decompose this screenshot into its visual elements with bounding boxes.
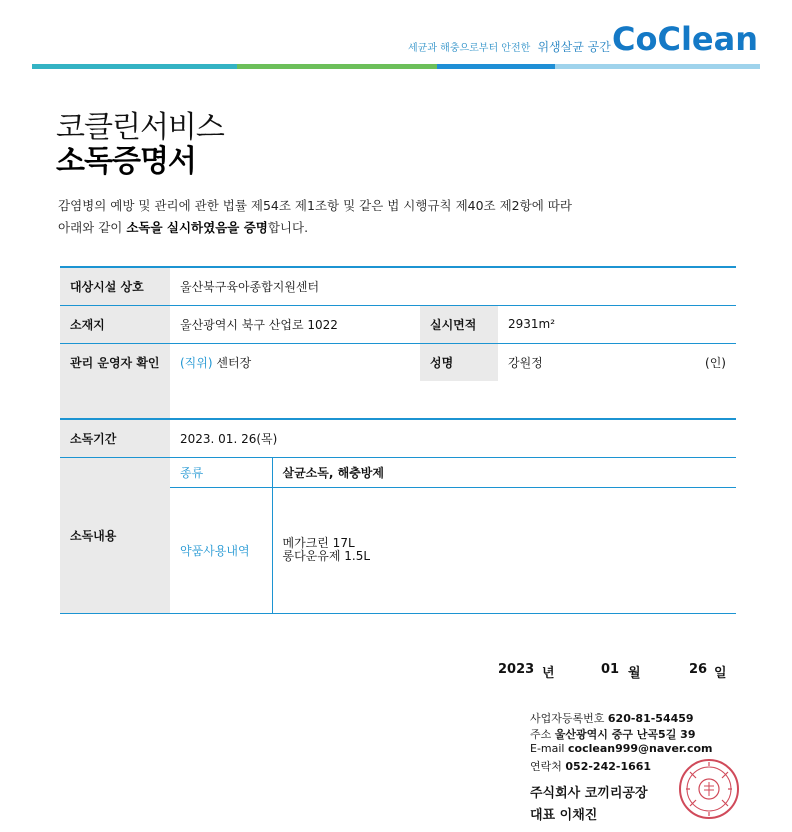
phone-label: 연락처	[530, 760, 562, 773]
phone-value: 052-242-1661	[565, 760, 652, 773]
phone-line	[530, 758, 651, 774]
address-label: 소재지	[60, 305, 170, 343]
company-seal-stamp	[678, 758, 740, 820]
facility-name-value: 울산북구육아종합지원센터	[180, 279, 320, 294]
company-address-line	[530, 726, 695, 742]
document-title-line1: 코클린서비스	[56, 110, 224, 145]
facility-name-label: 대상시설 상호	[60, 267, 170, 305]
tagline-text: 세균과 해충으로부터 안전한	[408, 43, 531, 54]
manager-position-label: (직위)	[180, 355, 213, 370]
email-label: E-mail	[530, 742, 565, 755]
intro-line2-c: 합니다.	[267, 220, 309, 235]
manager-label: 관리 운영자 확인	[60, 343, 170, 381]
period-label: 소독기간	[60, 419, 170, 457]
area-value: 2931m²	[508, 317, 556, 331]
facility-table	[60, 266, 736, 421]
chemical-label: 약품사용내역	[170, 487, 272, 613]
issue-year-unit: 년	[542, 666, 555, 681]
color-bar-light	[555, 64, 760, 69]
document-title-line2: 소독증명서	[56, 144, 196, 179]
reg-number-label: 사업자등록번호	[530, 712, 605, 725]
reg-number-line	[530, 710, 694, 726]
intro-line2-b: 소독을 실시하였음을 증명	[126, 220, 268, 235]
issue-day-unit: 일	[714, 666, 727, 681]
issue-month-unit: 월	[628, 666, 641, 681]
issue-day: 26	[689, 662, 708, 677]
email-line	[530, 742, 713, 755]
area-label: 실시면적	[420, 305, 498, 343]
color-bar-green	[237, 64, 437, 69]
signer-name: 강원정	[508, 355, 543, 370]
intro-line1: 감염병의 예방 및 관리에 관한 법률 제54조 제1조항 및 같은 법 시행규칙 제40조 제2항에 따라	[58, 198, 572, 213]
chemical-cell	[272, 487, 736, 613]
company-address-value: 울산광역시 중구 난곡5길 39	[554, 728, 696, 741]
content-label: 소독내용	[60, 457, 170, 613]
intro-line2	[58, 218, 308, 236]
manager-value: 센터장	[216, 355, 252, 370]
email-value: coclean999@naver.com	[568, 742, 713, 755]
chemical-line1: 메가크린 17L	[282, 536, 355, 550]
intro-line2-a: 아래와 같이	[58, 220, 127, 235]
company-name: 주식회사 코끼리공장	[530, 786, 648, 801]
disinfection-table	[60, 418, 736, 614]
tagline-strong: 위생살균 공간	[537, 40, 611, 54]
header-color-bar	[32, 64, 760, 69]
seal-mark-text: (인)	[705, 355, 726, 370]
header-tagline	[408, 38, 611, 55]
color-bar-blue	[437, 64, 555, 69]
issue-year: 2023	[498, 662, 535, 677]
reg-number-value: 620-81-54459	[607, 712, 694, 725]
period-value: 2023. 01. 26(목)	[180, 431, 278, 446]
signer-cell	[498, 343, 736, 381]
facility-table-spacer	[60, 381, 736, 421]
kind-value: 살균소독, 해충방제	[282, 465, 384, 480]
signer-label: 성명	[420, 343, 498, 381]
issue-month: 01	[601, 662, 620, 677]
brand-logo: CoClean	[612, 20, 758, 58]
kind-label: 종류	[170, 457, 272, 487]
address-value: 울산광역시 북구 산업로 1022	[180, 317, 338, 332]
company-address-label: 주소	[530, 728, 552, 741]
chemical-line2: 롱다운유제 1.5L	[282, 549, 371, 563]
color-bar-teal	[32, 64, 237, 69]
company-ceo: 대표 이채진	[530, 808, 598, 823]
manager-cell	[170, 343, 420, 381]
